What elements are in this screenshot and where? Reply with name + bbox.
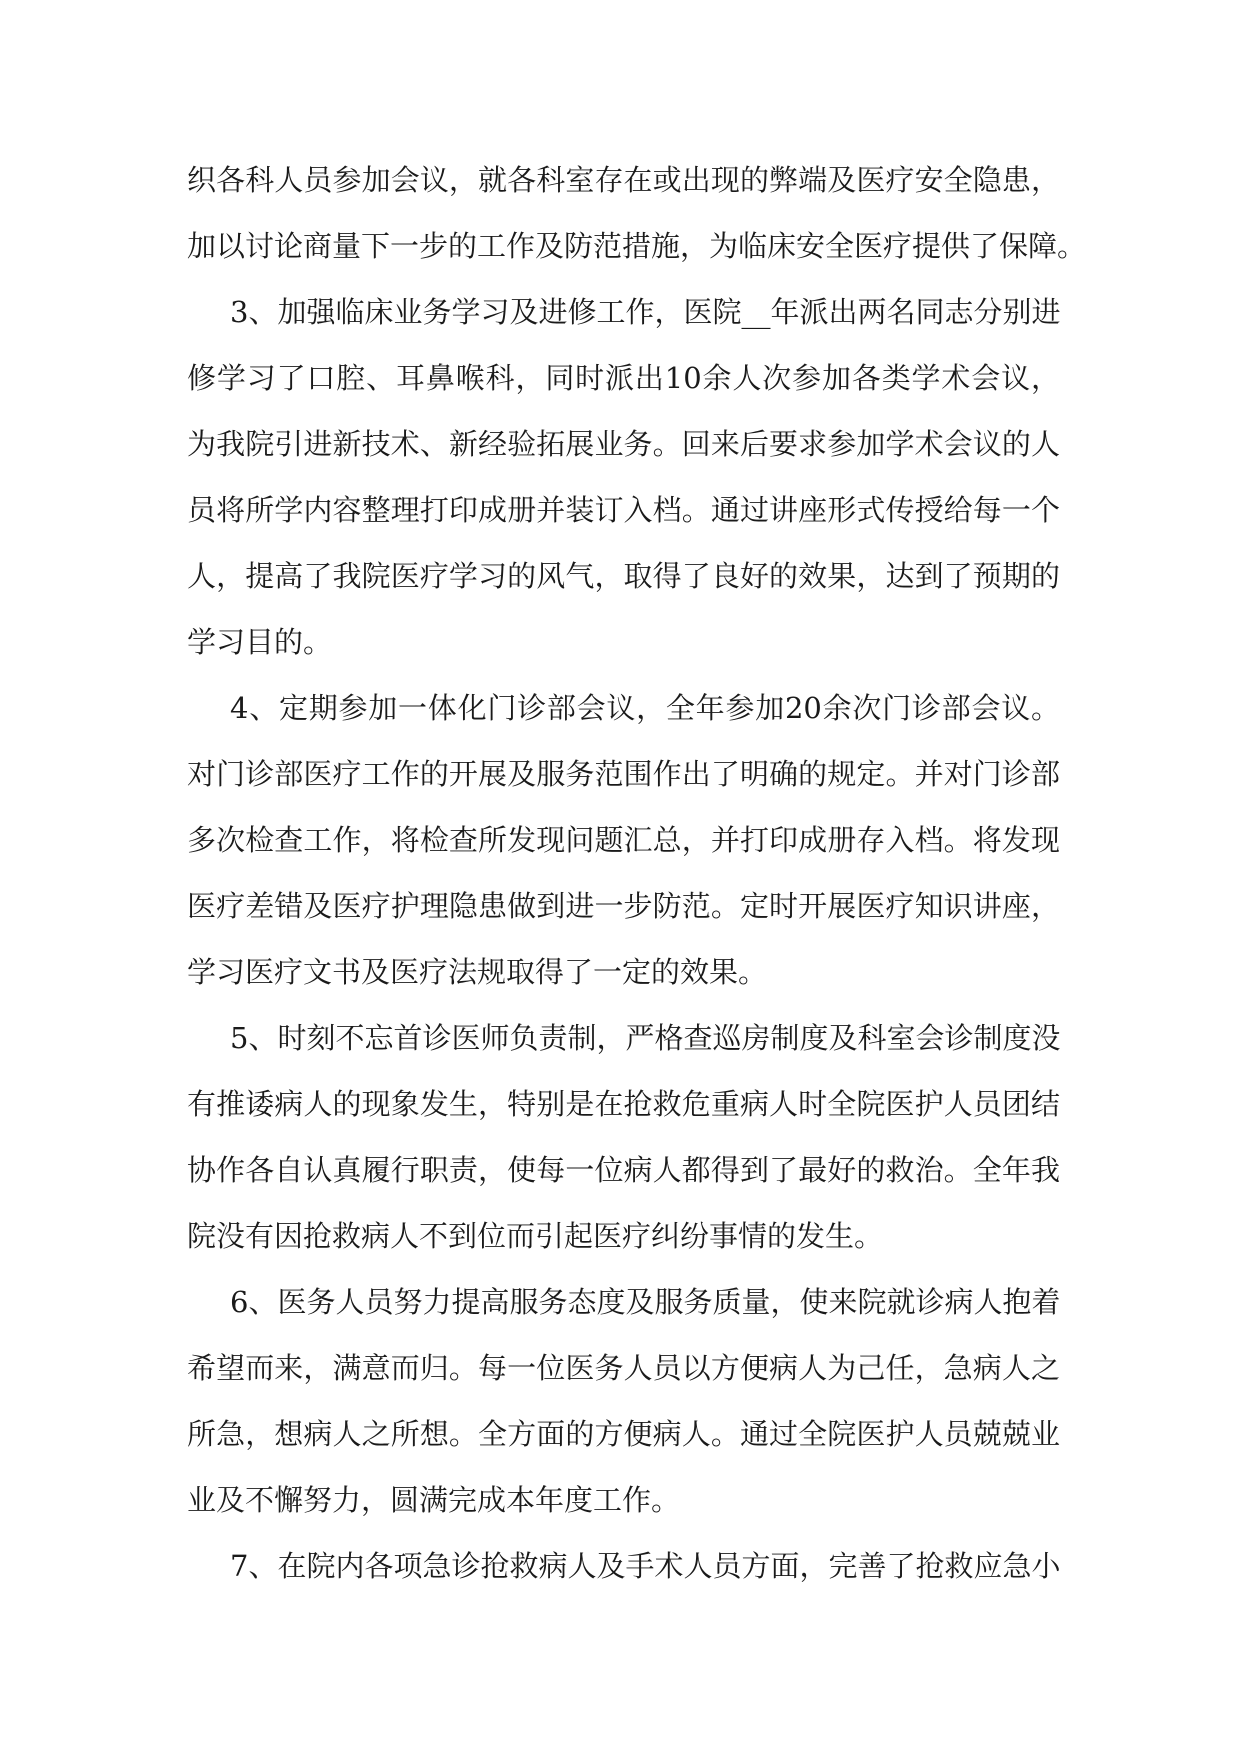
- text-line: 织各科人员参加会议，就各科室存在或出现的弊端及医疗安全隐患，: [187, 163, 1060, 197]
- text-line: 加以讨论商量下一步的工作及防范措施，为临床安全医疗提供了保障。: [187, 229, 1087, 263]
- text-line: 希望而来，满意而归。每一位医务人员以方便病人为己任，急病人之: [187, 1351, 1060, 1385]
- text-line: 医疗差错及医疗护理隐患做到进一步防范。定时开展医疗知识讲座，: [187, 889, 1060, 923]
- text-line: 业及不懈努力，圆满完成本年度工作。: [187, 1483, 681, 1517]
- paragraph-5-first-line: 5、时刻不忘首诊医师负责制，严格查巡房制度及科室会诊制度没: [230, 1021, 1061, 1055]
- text-line: 学习目的。: [187, 625, 333, 659]
- text-line: 有推诿病人的现象发生，特别是在抢救危重病人时全院医护人员团结: [187, 1087, 1060, 1121]
- text-line: 人，提高了我院医疗学习的风气，取得了良好的效果，达到了预期的: [187, 559, 1060, 593]
- paragraph-3-first-line: 3、加强临床业务学习及进修工作，医院__年派出两名同志分别进: [230, 295, 1061, 329]
- paragraph-4-first-line: 4、定期参加一体化门诊部会议，全年参加20余次门诊部会议。: [230, 691, 1060, 725]
- paragraph-6-first-line: 6、医务人员努力提高服务态度及服务质量，使来院就诊病人抱着: [230, 1285, 1061, 1319]
- paragraph-7-first-line: 7、在院内各项急诊抢救病人及手术人员方面，完善了抢救应急小: [230, 1549, 1061, 1583]
- text-line: 多次检查工作，将检查所发现问题汇总，并打印成册存入档。将发现: [187, 823, 1060, 857]
- text-line: 学习医疗文书及医疗法规取得了一定的效果。: [187, 955, 768, 989]
- text-line: 员将所学内容整理打印成册并装订入档。通过讲座形式传授给每一个: [187, 493, 1060, 527]
- text-line: 院没有因抢救病人不到位而引起医疗纠纷事情的发生。: [187, 1219, 884, 1253]
- text-line: 协作各自认真履行职责，使每一位病人都得到了最好的救治。全年我: [187, 1153, 1060, 1187]
- text-line: 所急，想病人之所想。全方面的方便病人。通过全院医护人员兢兢业: [187, 1417, 1060, 1451]
- text-line: 为我院引进新技术、新经验拓展业务。回来后要求参加学术会议的人: [187, 427, 1060, 461]
- text-line: 修学习了口腔、耳鼻喉科，同时派出10余人次参加各类学术会议，: [187, 361, 1060, 395]
- text-line: 对门诊部医疗工作的开展及服务范围作出了明确的规定。并对门诊部: [187, 757, 1060, 791]
